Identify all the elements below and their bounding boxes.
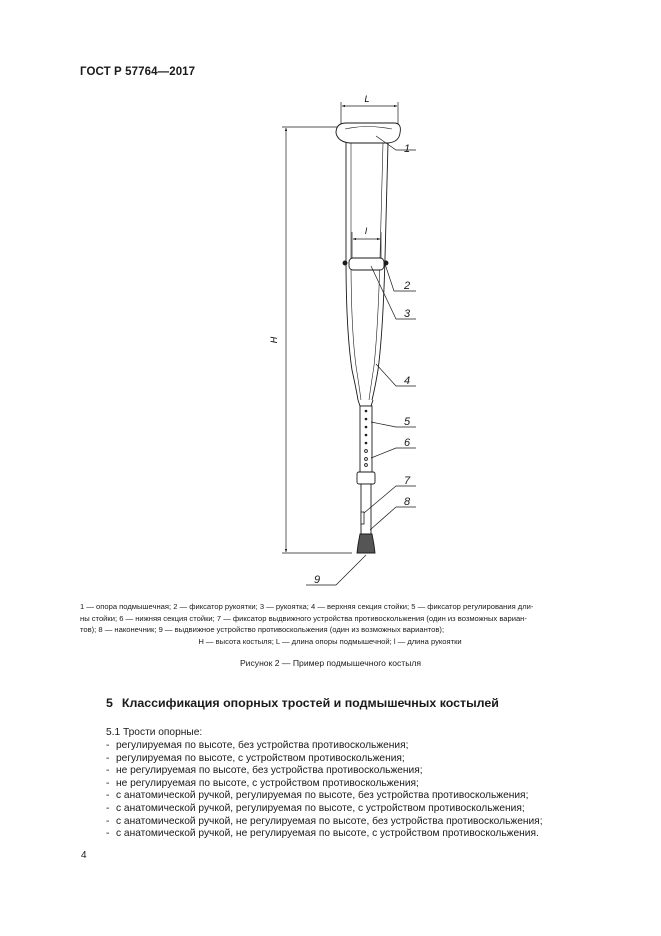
list-item: - с анатомической ручкой, регулируемая по высоте, без устройства противоскольжения; (106, 790, 529, 802)
list-item: - не регулируемая по высоте, с устройством противоскольжения; (106, 777, 419, 789)
legend-line: ны стойки; 6 — нижняя секция стойки; 7 — фиксатор выдвижного устройства противоскольжения (один из возможных вариан- (80, 613, 527, 623)
section-heading (106, 696, 499, 710)
bottom-section (361, 484, 371, 534)
length-lock-collar (357, 472, 375, 484)
callout-3: 3 (404, 308, 411, 320)
tip (357, 534, 375, 553)
page-number: 4 (81, 850, 87, 861)
list-item: - с анатомической ручкой, регулируемая по высоте, с устройством противоскольжения; (106, 802, 525, 814)
dimension-L (341, 94, 398, 125)
figure-legend (80, 601, 580, 647)
cane-types-list (106, 740, 543, 841)
handle-lock (343, 261, 347, 265)
callout-4: 4 (404, 375, 411, 387)
section-title: Классификация опорных тростей и подмышечных костылей (121, 696, 499, 710)
callout-6: 6 (404, 437, 411, 449)
callout-2: 2 (404, 280, 411, 292)
list-item: - с анатомической ручкой, не регулируемая по высоте, с устройством противоскольжения. (106, 828, 539, 840)
dimension-H-label: H (269, 336, 279, 344)
upper-section-left (346, 143, 358, 400)
callout-1: 1 (404, 143, 411, 155)
legend-line: тов); 8 — наконечник; 9 — выдвижное устройство противоскольжения (один из возможных вариантов); (80, 625, 445, 635)
document-header: ГОСТ Р 57764—2017 (80, 66, 196, 78)
underarm-pad (336, 123, 400, 143)
handle (349, 258, 384, 270)
callout-8: 8 (404, 496, 411, 508)
legend-line: 1 — опора подмышечная; 2 — фиксатор рукоятки; 3 — рукоятка; 4 — верхняя секция стойки; 5 — фиксатор регулирования дли- (80, 602, 534, 611)
clause-heading: 5.1 Трости опорные: (106, 727, 203, 738)
dimension-H (269, 127, 352, 553)
lower-section (360, 406, 372, 472)
crutch-drawing (336, 123, 400, 553)
list-item: - не регулируемая по высоте, без устройства противоскольжения; (106, 765, 423, 777)
list-item: - с анатомической ручкой, не регулируемая по высоте, без устройства противоскольжения; (106, 815, 543, 827)
callout-9: 9 (314, 574, 321, 586)
figure-caption: Рисунок 2 — Пример подмышечного костыля (239, 658, 422, 668)
list-item: - регулируемая по высоте, без устройства противоскольжения; (106, 740, 409, 751)
dimension-L-label: L (364, 94, 370, 104)
callout-5: 5 (404, 416, 411, 428)
anti-slip-lock (361, 512, 364, 524)
section-number: 5 (106, 696, 113, 710)
dimension-l (352, 226, 381, 262)
dimension-l-label: l (365, 226, 367, 236)
callout-7: 7 (404, 475, 411, 487)
list-item: - регулируемая по высоте, с устройством противоскольжения; (106, 752, 405, 764)
legend-line: H — высота костыля; L — длина опоры подмышечной; l — длина рукоятки (198, 636, 462, 646)
